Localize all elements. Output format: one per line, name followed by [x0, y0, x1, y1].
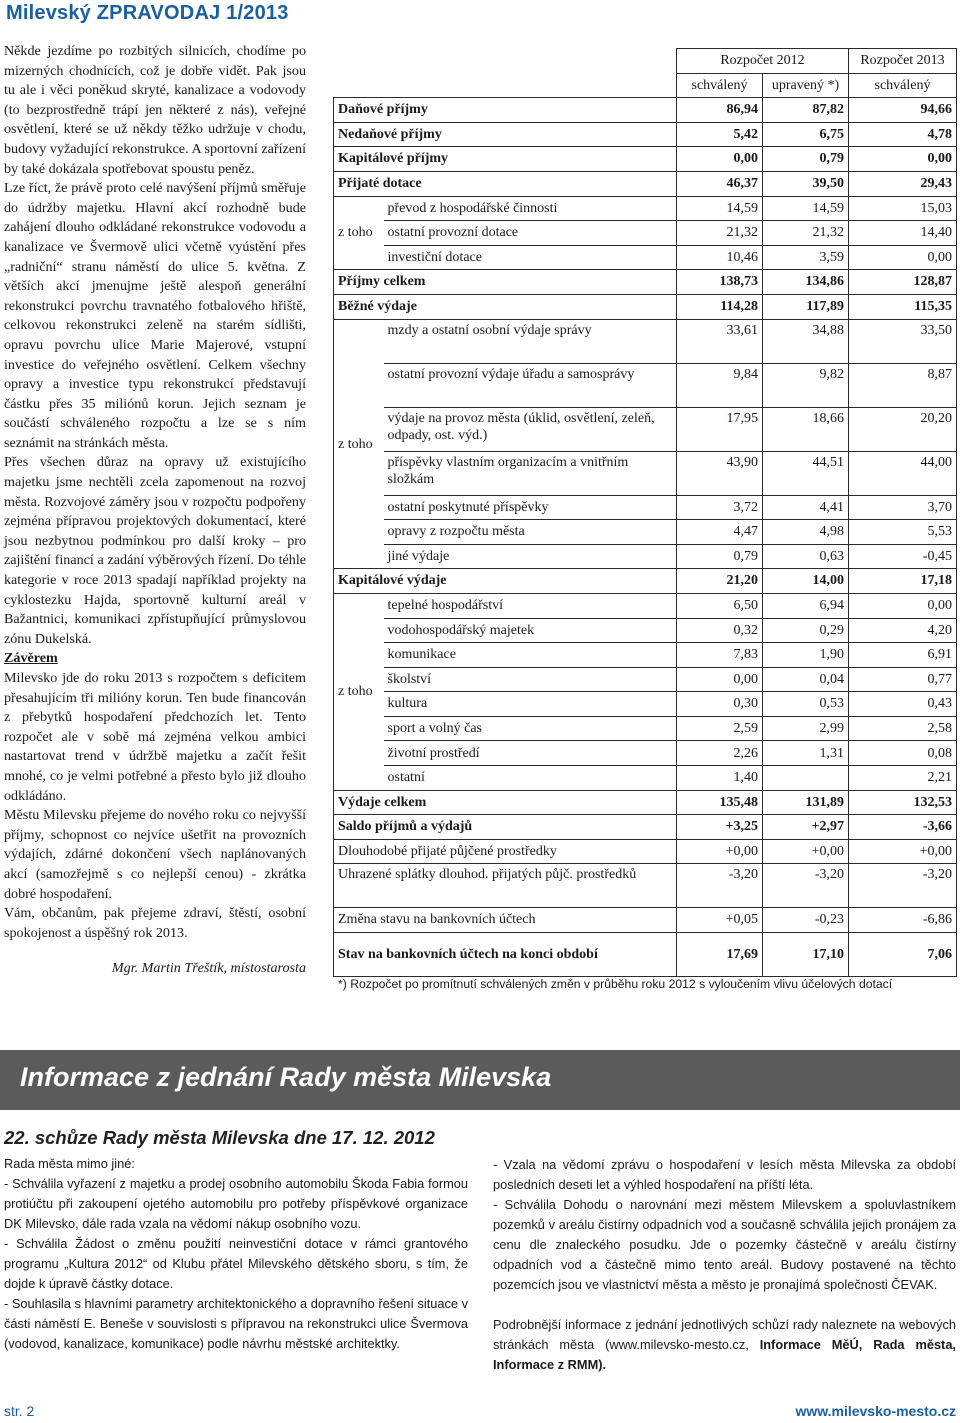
- value-approved-2013: -3,66: [849, 815, 957, 840]
- council-right-column: [493, 1155, 956, 1375]
- value-revised-2012: 134,86: [763, 270, 849, 295]
- value-revised-2012: 14,00: [763, 569, 849, 594]
- value-approved-2012: +0,05: [677, 908, 763, 933]
- row-label: příspěvky vlastním organizacím a vnitřním složkám: [384, 451, 677, 495]
- council-paragraph: - Schválila Žádost o změnu použití neinvestiční dotace v rámci grantového programu „Kultura 2012“ od Klubu přátel Milevského dětského sboru, s tím, že dojde k úpravě částky dotace.: [4, 1236, 468, 1291]
- row-label: Přijaté dotace: [334, 171, 677, 196]
- value-approved-2013: -0,45: [849, 544, 957, 569]
- council-left-column: [4, 1154, 468, 1354]
- header-revised-2012: upravený *): [763, 73, 849, 98]
- value-revised-2012: 21,32: [763, 221, 849, 246]
- value-revised-2012: 0,53: [763, 692, 849, 717]
- value-revised-2012: 87,82: [763, 98, 849, 123]
- conclusion-paragraph-2: Městu Milevsku přejeme do nového roku co nejvyšší příjmy, schopnost co nejvíce ušetřit na provozních výdajích, zdárné dokončení všech naplánovaných akcí (samozřejmě s co nejlepší cenou) - zkrátka dobré hospodaření.: [4, 807, 306, 902]
- row-label: ostatní poskytnuté příspěvky: [384, 495, 677, 520]
- more-info-text: Podrobnější informace z jednání jednotlivých schůzí rady naleznete na webových stránkách města (www.milevsko-mesto.cz,: [493, 1317, 956, 1352]
- table-row: [334, 544, 957, 569]
- table-row: [334, 98, 957, 123]
- row-label: životní prostředí: [384, 741, 677, 766]
- row-label: jiné výdaje: [384, 544, 677, 569]
- council-paragraph: Rada města mimo jiné:: [4, 1156, 135, 1171]
- header-budget-2012: Rozpočet 2012: [677, 49, 849, 74]
- article-paragraph-2: Lze říct, že právě proto celé navýšení příjmů směřuje do údržby majetku. Hlavní akcí rozhodně bude zahájení dlouho odkládané rekonstrukce vodovodu a kanalizace ve Švermově ulici včetně vyústění přes „radniční“ stranu náměstí do ulice 5. května. Z větších akcí jmenujme ještě alespoň generální rekonstrukci povrchu travnatého fotbalového hřiště, celkovou rekonstrukci zeleně na starém sídlišti, opravu povrchu ulice Marie Majerové, vstupní investice do veřejného osvětlení. Celkem všechny opravy a investice typu rekonstrukcí představují částku přes 35 miliónů korun. Jejich seznam je součástí schváleného rozpočtu a lze se s ním seznámit na stránkách města.: [4, 180, 306, 451]
- section-title: Informace z jednání Rady města Milevska: [20, 1062, 552, 1092]
- council-paragraph: - Schválila Dohodu o narovnání mezi městem Milevskem a spoluvlastníkem pozemků v areálu čistírny odpadních vod a současně schválila jejich pronájem za cenu dle znaleckého posudku. Jde o pozemky částečně v areálu čistírny odpadních vod a částečně mimo tento areál. Budovy postavené na těchto pozemcích jsou ve vlastnictví města a město je pronajímá společnosti ČEVAK.: [493, 1197, 956, 1292]
- value-approved-2012: 0,32: [677, 618, 763, 643]
- value-approved-2013: 44,00: [849, 451, 957, 495]
- table-row: [334, 520, 957, 545]
- row-label: převod z hospodářské činnosti: [384, 196, 677, 221]
- value-approved-2013: 0,00: [849, 593, 957, 618]
- value-revised-2012: 34,88: [763, 319, 849, 363]
- website-link[interactable]: www.milevsko-mesto.cz: [795, 1403, 956, 1419]
- value-approved-2012: 7,83: [677, 643, 763, 668]
- header-blank: [334, 49, 677, 74]
- row-label: školství: [384, 667, 677, 692]
- value-approved-2012: 4,47: [677, 520, 763, 545]
- header-row-groups: [334, 49, 957, 74]
- masthead-title: Milevský ZPRAVODAJ 1/2013: [6, 2, 289, 24]
- table-row: [334, 839, 957, 864]
- value-approved-2012: 5,42: [677, 122, 763, 147]
- value-approved-2013: 14,40: [849, 221, 957, 246]
- table-row: [334, 864, 957, 908]
- value-revised-2012: [763, 766, 849, 791]
- value-approved-2013: +0,00: [849, 839, 957, 864]
- table-row: [334, 407, 957, 451]
- value-revised-2012: 6,94: [763, 593, 849, 618]
- value-revised-2012: 17,10: [763, 933, 849, 977]
- page-number: str. 2: [4, 1403, 35, 1419]
- more-info-bold: Informace MěÚ, Rada města, Informace z RMM).: [493, 1337, 956, 1372]
- row-label: vodohospodářský majetek: [384, 618, 677, 643]
- table-row: [334, 766, 957, 791]
- value-approved-2013: 0,43: [849, 692, 957, 717]
- value-revised-2012: 0,29: [763, 618, 849, 643]
- table-row: [334, 667, 957, 692]
- value-approved-2013: 33,50: [849, 319, 957, 363]
- value-revised-2012: 131,89: [763, 790, 849, 815]
- value-approved-2013: 17,18: [849, 569, 957, 594]
- value-revised-2012: 4,41: [763, 495, 849, 520]
- value-approved-2012: 0,30: [677, 692, 763, 717]
- value-approved-2012: 17,69: [677, 933, 763, 977]
- row-label: Kapitálové příjmy: [334, 147, 677, 172]
- value-approved-2013: 15,03: [849, 196, 957, 221]
- table-row: [334, 815, 957, 840]
- value-approved-2013: 128,87: [849, 270, 957, 295]
- value-approved-2012: 2,59: [677, 716, 763, 741]
- value-approved-2013: 6,91: [849, 643, 957, 668]
- value-approved-2013: 115,35: [849, 294, 957, 319]
- value-approved-2013: 0,08: [849, 741, 957, 766]
- value-approved-2012: 33,61: [677, 319, 763, 363]
- value-revised-2012: 0,63: [763, 544, 849, 569]
- value-revised-2012: 3,59: [763, 245, 849, 270]
- value-approved-2012: 43,90: [677, 451, 763, 495]
- value-approved-2013: 4,78: [849, 122, 957, 147]
- council-paragraph: - Schválila vyřazení z majetku a prodej osobního automobilu Škoda Fabia formou protiúčtu při zakoupení ojetého automobilu pro potřeby příspěvkové organizace DK Milevsko, dále rada vzala na vědomí nákup osobního vozu.: [4, 1176, 468, 1231]
- value-approved-2012: 10,46: [677, 245, 763, 270]
- value-revised-2012: 9,82: [763, 363, 849, 407]
- value-approved-2013: 20,20: [849, 407, 957, 451]
- value-revised-2012: 1,31: [763, 741, 849, 766]
- value-approved-2013: 94,66: [849, 98, 957, 123]
- value-approved-2013: 2,21: [849, 766, 957, 791]
- value-revised-2012: -0,23: [763, 908, 849, 933]
- table-row: [334, 618, 957, 643]
- table-row: [334, 122, 957, 147]
- article-paragraph-1: Někde jezdíme po rozbitých silnicích, chodíme po mizerných chodnících, což je dobře vidět. Pak jsou tu ale i věci poněkud skryté, kanalizace a vodovody (to bezprostředně trápí jen některé z nás), veřejné osvětlení, které se už někdy těžko udržuje v chodu, budovy vyžadující rekonstrukce. A sportovní zařízení by také dokázala spotřebovat spoustu peněz.: [4, 43, 306, 177]
- value-approved-2013: 8,87: [849, 363, 957, 407]
- value-approved-2013: -3,20: [849, 864, 957, 908]
- value-approved-2012: 86,94: [677, 98, 763, 123]
- header-approved-2013: schválený: [849, 73, 957, 98]
- meeting-title: 22. schůze Rady města Milevska dne 17. 12. 2012: [4, 1127, 435, 1148]
- table-row: [334, 643, 957, 668]
- value-approved-2012: 21,20: [677, 569, 763, 594]
- table-row: [334, 569, 957, 594]
- value-approved-2012: 0,00: [677, 667, 763, 692]
- budget-table: [333, 48, 957, 977]
- article-paragraph-3: Přes všechen důraz na opravy už existujícího majetku jsme nechtěli zcela zapomenout na rozvoj města. Rozvojové záměry jsou v rozpočtu podpořeny zejména přípravou projektových dokumentací, které jsou nezbytnou podmínkou pro další kroky – pro zajištění financí a zadání výběrových řízení. Do téhle kategorie v roce 2013 spadají například projekty na cyklostezku Hajda, sportovně kulturní areál v Bažantnici, komunikaci zpřístupňující průmyslovou zónu Dukelská.: [4, 454, 306, 647]
- table-row: [334, 451, 957, 495]
- value-approved-2012: 46,37: [677, 171, 763, 196]
- row-label: sport a volný čas: [384, 716, 677, 741]
- row-label: Uhrazené splátky dlouhod. přijatých půjč. prostředků: [334, 864, 677, 908]
- z-toho-label: z toho: [334, 319, 384, 569]
- value-revised-2012: 117,89: [763, 294, 849, 319]
- z-toho-label: z toho: [334, 196, 384, 270]
- table-row: [334, 908, 957, 933]
- value-approved-2013: 0,00: [849, 245, 957, 270]
- row-label: komunikace: [384, 643, 677, 668]
- conclusion-heading: Závěrem: [4, 650, 58, 667]
- row-label: ostatní: [384, 766, 677, 791]
- row-label: ostatní provozní výdaje úřadu a samosprávy: [384, 363, 677, 407]
- value-approved-2013: 4,20: [849, 618, 957, 643]
- table-row: [334, 147, 957, 172]
- value-approved-2012: 21,32: [677, 221, 763, 246]
- conclusion-paragraph-1: Milevsko jde do roku 2013 s rozpočtem s deficitem přesahujícím tři milióny korun. Ten bude financován z přebytků hospodaření předchozích let. Tento rozpočet ale v sobě má zejména velkou ambici nastartovat trend v údržbě majetku a začít řešit mnohé, co je velmi potřebné a přesto bylo již dlouho odkládáno.: [4, 670, 306, 804]
- row-label: Nedaňové příjmy: [334, 122, 677, 147]
- value-approved-2013: 7,06: [849, 933, 957, 977]
- row-label: výdaje na provoz města (úklid, osvětlení, zeleň, odpady, ost. výd.): [384, 407, 677, 451]
- row-label: tepelné hospodářství: [384, 593, 677, 618]
- conclusion-paragraph-3: Vám, občanům, pak přejeme zdraví, štěstí, osobní spokojenost a úspěšný rok 2013.: [4, 905, 306, 941]
- header-budget-2013: Rozpočet 2013: [849, 49, 957, 74]
- row-label: investiční dotace: [384, 245, 677, 270]
- table-row: [334, 363, 957, 407]
- table-row: [334, 495, 957, 520]
- table-row: [334, 593, 957, 618]
- value-revised-2012: +2,97: [763, 815, 849, 840]
- table-row: [334, 319, 957, 363]
- value-approved-2013: -6,86: [849, 908, 957, 933]
- value-approved-2012: +3,25: [677, 815, 763, 840]
- row-label: Saldo příjmů a výdajů: [334, 815, 677, 840]
- value-revised-2012: 4,98: [763, 520, 849, 545]
- row-label: Běžné výdaje: [334, 294, 677, 319]
- row-label: kultura: [384, 692, 677, 717]
- council-paragraph: - Vzala na vědomí zprávu o hospodaření v lesích města Milevska za období posledních deseti let a výhled hospodaření na příští léta.: [493, 1157, 956, 1192]
- table-row: [334, 270, 957, 295]
- value-approved-2012: 17,95: [677, 407, 763, 451]
- value-approved-2013: 132,53: [849, 790, 957, 815]
- row-label: ostatní provozní dotace: [384, 221, 677, 246]
- article-column: [4, 42, 306, 979]
- value-revised-2012: 39,50: [763, 171, 849, 196]
- value-approved-2012: 138,73: [677, 270, 763, 295]
- value-revised-2012: 44,51: [763, 451, 849, 495]
- row-label: Výdaje celkem: [334, 790, 677, 815]
- row-label: opravy z rozpočtu města: [384, 520, 677, 545]
- header-approved-2012: schválený: [677, 73, 763, 98]
- table-row: [334, 221, 957, 246]
- table-row: [334, 196, 957, 221]
- value-revised-2012: 14,59: [763, 196, 849, 221]
- signature: Mgr. Martin Třeštík, místostarosta: [111, 960, 306, 977]
- z-toho-label: z toho: [334, 593, 384, 790]
- table-row: [334, 171, 957, 196]
- value-revised-2012: 2,99: [763, 716, 849, 741]
- value-approved-2013: 3,70: [849, 495, 957, 520]
- value-revised-2012: 1,90: [763, 643, 849, 668]
- value-approved-2013: 0,00: [849, 147, 957, 172]
- value-approved-2012: 114,28: [677, 294, 763, 319]
- row-label: mzdy a ostatní osobní výdaje správy: [384, 319, 677, 363]
- value-revised-2012: +0,00: [763, 839, 849, 864]
- table-row: [334, 716, 957, 741]
- value-approved-2013: 0,77: [849, 667, 957, 692]
- value-revised-2012: 6,75: [763, 122, 849, 147]
- value-approved-2012: 0,00: [677, 147, 763, 172]
- table-row: [334, 692, 957, 717]
- value-revised-2012: 18,66: [763, 407, 849, 451]
- table-row: [334, 933, 957, 977]
- row-label: Změna stavu na bankovních účtech: [334, 908, 677, 933]
- table-row: [334, 294, 957, 319]
- value-approved-2012: 1,40: [677, 766, 763, 791]
- value-approved-2012: +0,00: [677, 839, 763, 864]
- row-label: Daňové příjmy: [334, 98, 677, 123]
- table-footnote: *) Rozpočet po promítnutí schválených změn v průběhu roku 2012 s vyloučením vlivu účelových dotací: [338, 977, 893, 991]
- row-label: Kapitálové výdaje: [334, 569, 677, 594]
- value-approved-2012: 3,72: [677, 495, 763, 520]
- value-approved-2013: 2,58: [849, 716, 957, 741]
- value-approved-2012: 6,50: [677, 593, 763, 618]
- value-approved-2012: 0,79: [677, 544, 763, 569]
- value-revised-2012: -3,20: [763, 864, 849, 908]
- row-label: Stav na bankovních účtech na konci období: [334, 933, 677, 977]
- council-paragraph: - Souhlasila s hlavními parametry architektonického a dopravního řešení situace v části náměstí E. Beneše v souvislosti s přípravou na rekonstrukci ulice Švermova (vodovod, kanalizace, komunikace) podle návrhu městské architektky.: [4, 1296, 468, 1351]
- row-label: Dlouhodobé přijaté půjčené prostředky: [334, 839, 677, 864]
- value-approved-2012: 2,26: [677, 741, 763, 766]
- value-approved-2013: 29,43: [849, 171, 957, 196]
- value-approved-2012: 14,59: [677, 196, 763, 221]
- more-info-paragraph: [493, 1315, 956, 1375]
- value-approved-2012: 135,48: [677, 790, 763, 815]
- value-approved-2013: 5,53: [849, 520, 957, 545]
- table-row: [334, 741, 957, 766]
- table-row: [334, 245, 957, 270]
- value-revised-2012: 0,04: [763, 667, 849, 692]
- value-approved-2012: -3,20: [677, 864, 763, 908]
- row-label: Příjmy celkem: [334, 270, 677, 295]
- header-blank-2: [334, 73, 677, 98]
- header-row-columns: [334, 73, 957, 98]
- value-approved-2012: 9,84: [677, 363, 763, 407]
- value-revised-2012: 0,79: [763, 147, 849, 172]
- table-row: [334, 790, 957, 815]
